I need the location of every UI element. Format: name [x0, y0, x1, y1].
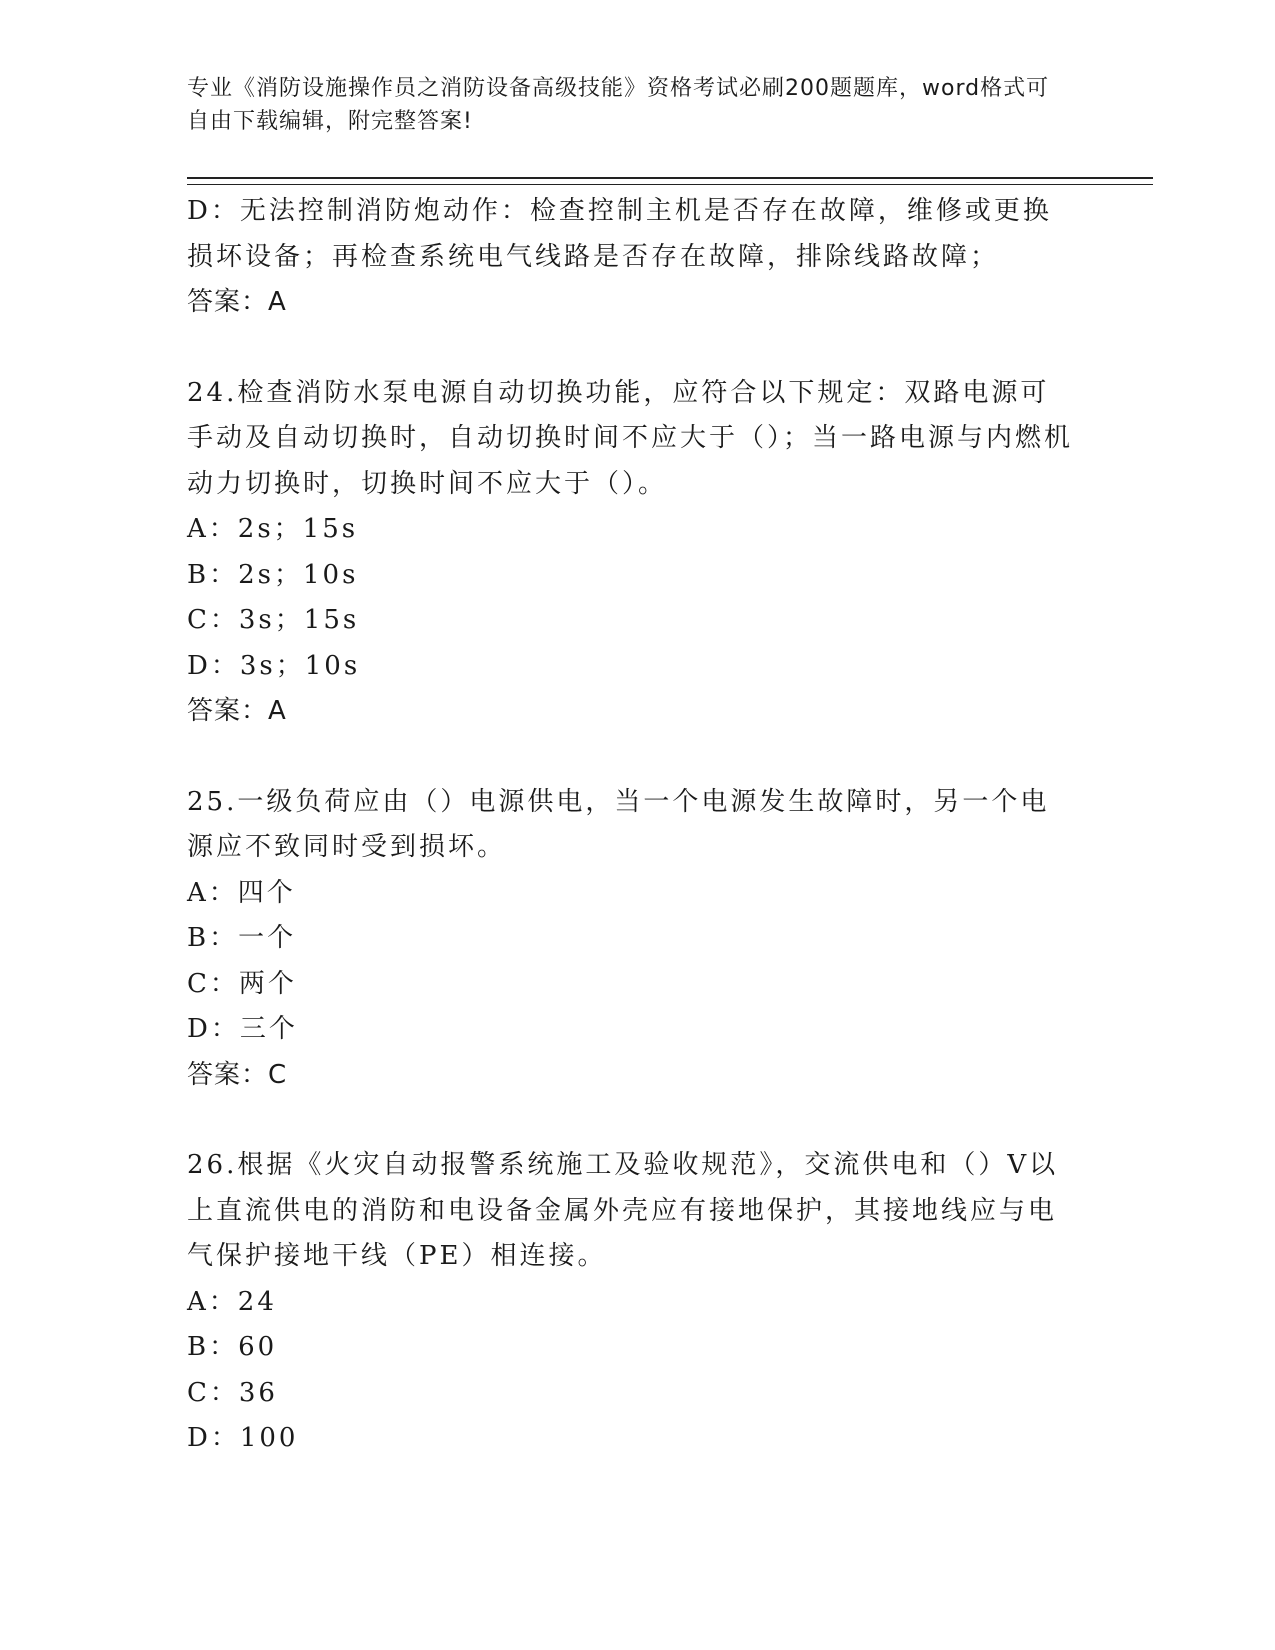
question-24-stem: 24.检查消防水泵电源自动切换功能，应符合以下规定：双路电源可手动及自动切换时，自动切换时间不应大于（）；当一路电源与内燃机动力切换时，切换时间不应大于（）。: [187, 377, 1074, 499]
question-24-option-b: B：2s；10s: [187, 559, 359, 590]
question-26-option-d: D：100: [187, 1423, 299, 1453]
question-24-option-c: C：3s；15s: [187, 605, 360, 635]
header-rule-thick: [187, 177, 1153, 179]
question-26-option-c: C：36: [187, 1377, 278, 1408]
question-25: [187, 780, 1077, 1099]
question-24-option-a: A：2s；15s: [187, 514, 359, 544]
question-24-option-d: D：3s；10s: [187, 650, 361, 681]
question-25-stem: 25.一级负荷应由（）电源供电，当一个电源发生故障时，另一个电源应不致同时受到损坏。: [187, 786, 1050, 862]
question-25-option-d: D：三个: [187, 1014, 298, 1044]
question-25-option-a: A：四个: [187, 877, 296, 908]
question-25-option-b: B：一个: [187, 923, 297, 953]
header-rule-thin: [187, 184, 1153, 185]
question-23-tail: [187, 189, 1077, 326]
question-24-answer: 答案：A: [187, 696, 287, 726]
question-25-option-c: C：两个: [187, 968, 297, 999]
question-25-answer: 答案：C: [187, 1059, 288, 1090]
question-23-answer: 答案：A: [187, 287, 287, 317]
document-body: [187, 189, 1077, 1462]
question-26-option-b: B：60: [187, 1332, 278, 1362]
question-24: [187, 371, 1077, 735]
question-26-option-a: A：24: [187, 1286, 277, 1317]
question-26: [187, 1143, 1077, 1462]
document-header: 专业《消防设施操作员之消防设备高级技能》资格考试必刷200题题库，word格式可自由下载编辑，附完整答案!: [187, 76, 1050, 134]
question-23-option-d: D：无法控制消防炮动作：检查控制主机是否存在故障，维修或更换损坏设备；再检查系统电气线路是否存在故障，排除线路故障；: [187, 196, 1052, 272]
question-26-stem: 26.根据《火灾自动报警系统施工及验收规范》，交流供电和（）V以上直流供电的消防和电设备金属外壳应有接地保护，其接地线应与电气保护接地干线（PE）相连接。: [187, 1150, 1059, 1271]
